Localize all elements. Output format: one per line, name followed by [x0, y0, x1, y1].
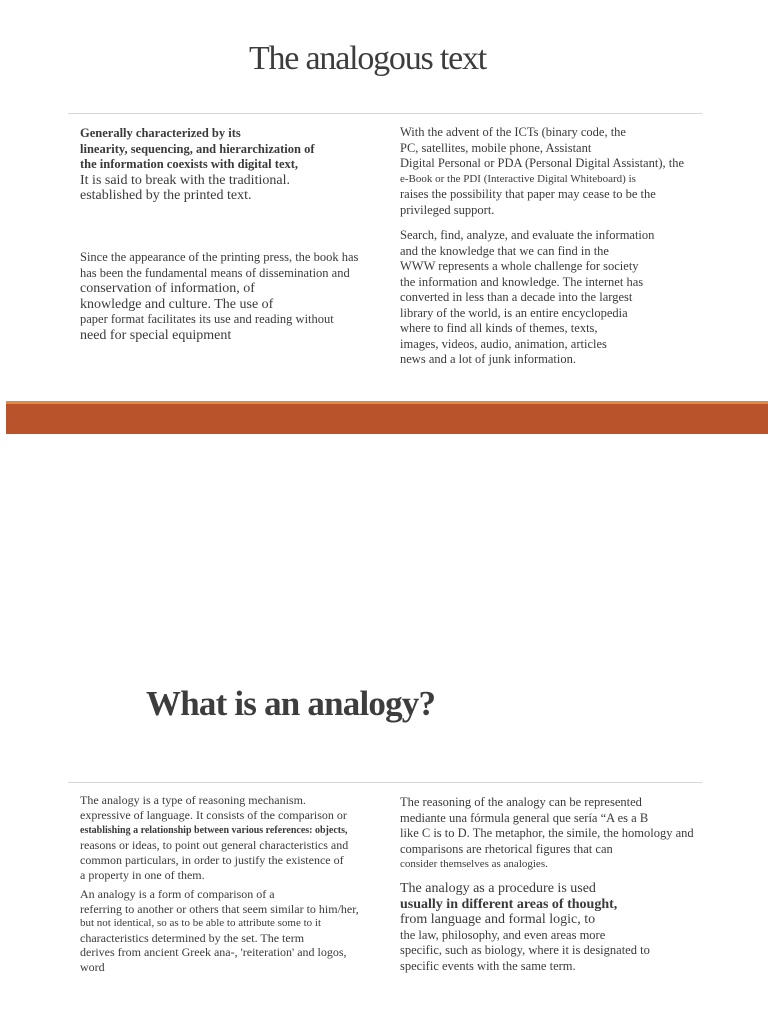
text-line: derives from ancient Greek ana-, 'reiteration' and logos,: [80, 945, 347, 960]
text-line: mediante una fórmula general que sería “A es a B: [400, 810, 649, 825]
text-line: need for special equipment: [80, 327, 232, 343]
text-line: establishing a relationship between various references: objects,: [80, 825, 348, 836]
text-line: the law, philosophy, and even areas more: [400, 927, 606, 942]
slide2-title-divider: [68, 782, 702, 783]
accent-band: [6, 404, 768, 434]
text-line: The analogy is a type of reasoning mechanism.: [80, 793, 306, 807]
text-line: and the knowledge that we can find in the: [400, 243, 609, 258]
text-line: knowledge and culture. The use of: [80, 296, 274, 312]
text-line: specific events with the same term.: [400, 958, 576, 973]
text-line: consider themselves as analogies.: [400, 858, 548, 870]
slide2-right-paragraph-2: [400, 881, 730, 974]
slide2-left-paragraph-2: [80, 887, 390, 975]
text-line: Since the appearance of the printing press, the book has: [80, 250, 359, 264]
text-line: a property in one of them.: [80, 868, 205, 882]
text-line: characteristics determined by the set. The term: [80, 930, 305, 945]
text-line: expressive of language. It consists of the comparison or: [80, 808, 347, 822]
text-line: word: [80, 959, 105, 974]
text-line: e-Book or the PDI (Interactive Digital Whiteboard) is: [400, 172, 636, 185]
slide1-title: The analogous text: [248, 40, 487, 77]
text-line: specific, such as biology, where it is designated to: [400, 943, 650, 957]
slide1-title-divider: [68, 113, 702, 114]
slide1-right-paragraph-2: [400, 228, 730, 368]
text-line: privileged support.: [400, 202, 495, 217]
text-line: established by the printed text.: [80, 188, 252, 203]
text-line: An analogy is a form of comparison of a: [80, 887, 275, 901]
text-line: where to find all kinds of themes, texts,: [400, 321, 598, 335]
text-line: has been the fundamental means of dissemination and: [80, 265, 350, 280]
slide2-title: What is an analogy?: [146, 684, 436, 723]
text-line: comparisons are rhetorical figures that can: [400, 841, 613, 856]
text-line: conservation of information, of: [80, 281, 255, 296]
text-line: referring to another or others that seem similar to him/her,: [80, 901, 359, 916]
text-line: PC, satellites, mobile phone, Assistant: [400, 140, 592, 155]
text-line: With the advent of the ICTs (binary code, the: [400, 125, 626, 139]
text-line: usually in different areas of thought,: [400, 896, 618, 912]
text-line: images, videos, audio, animation, articles: [400, 336, 607, 351]
slide2-left-paragraph-1: [80, 793, 390, 883]
text-line: like C is to D. The metaphor, the simile, the homology and: [400, 826, 694, 840]
text-line: The reasoning of the analogy can be represented: [400, 795, 642, 809]
text-line: the information coexists with digital text,: [80, 157, 299, 171]
slide2-right-paragraph-1: [400, 795, 730, 873]
text-line: news and a lot of junk information.: [400, 352, 577, 366]
text-line: Generally characterized by its: [80, 126, 241, 140]
text-line: from language and formal logic, to: [400, 912, 596, 927]
text-line: reasons or ideas, to point out general characteristics and: [80, 838, 349, 852]
slide1-left-paragraph-2: [80, 250, 390, 343]
text-line: The analogy as a procedure is used: [400, 881, 596, 896]
text-line: Search, find, analyze, and evaluate the information: [400, 228, 655, 242]
text-line: Digital Personal or PDA (Personal Digital Assistant), the: [400, 156, 685, 170]
slide1-left-paragraph-1: [80, 126, 390, 204]
text-line: but not identical, so as to be able to attribute some to it: [80, 917, 322, 930]
text-line: It is said to break with the traditional.: [80, 172, 290, 188]
slide1-right-paragraph-1: [400, 125, 730, 218]
text-line: WWW represents a whole challenge for society: [400, 259, 639, 273]
text-line: the information and knowledge. The internet has: [400, 274, 644, 289]
text-line: converted in less than a decade into the largest: [400, 290, 633, 304]
text-line: library of the world, is an entire encyclopedia: [400, 305, 628, 320]
text-line: common particulars, in order to justify the existence of: [80, 853, 344, 867]
text-line: linearity, sequencing, and hierarchization of: [80, 141, 315, 156]
text-line: paper format facilitates its use and reading without: [80, 312, 334, 326]
text-line: raises the possibility that paper may cease to be the: [400, 187, 656, 201]
